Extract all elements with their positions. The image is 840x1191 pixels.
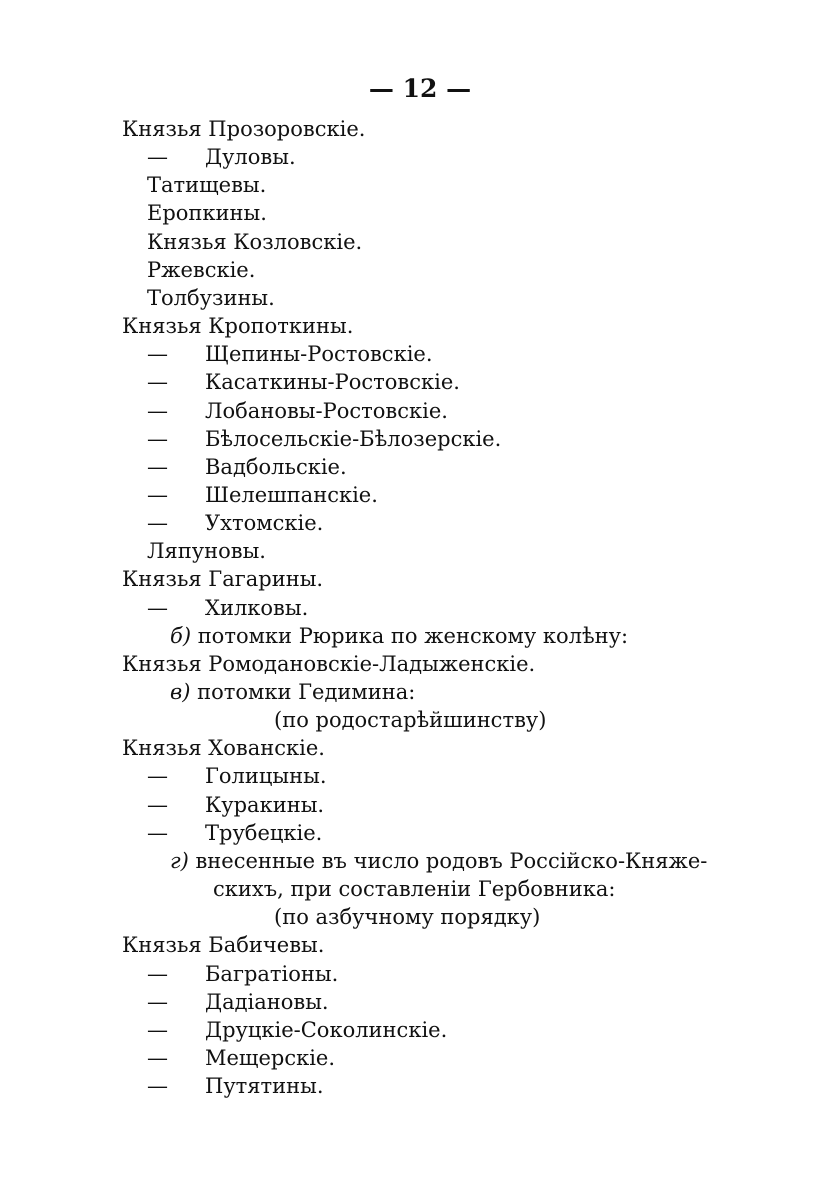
line-text: Еропкины. — [147, 201, 267, 226]
ditto-dash: — — [147, 454, 168, 479]
line-text: Мещерскіе. — [205, 1045, 336, 1070]
line-text: Шелешпанскіе. — [205, 482, 378, 507]
ditto-dash: — — [147, 820, 168, 845]
line-text: Ухтомскіе. — [205, 511, 324, 536]
text-line-plain — [147, 538, 266, 564]
line-text: Толбузины. — [147, 285, 275, 310]
line-text: Трубецкіе. — [205, 820, 323, 845]
line-text: потомки Гедимина: — [197, 680, 416, 704]
ditto-dash: — — [147, 1017, 168, 1042]
text-line-sub — [147, 426, 501, 452]
line-text: Хилковы. — [205, 595, 309, 620]
ditto-dash: — — [147, 511, 168, 536]
ditto-dash: — — [147, 764, 168, 789]
ditto-dash: — — [147, 145, 168, 170]
text-line-sub — [147, 482, 378, 508]
text-line-main — [122, 116, 365, 142]
text-line-sub — [147, 1017, 447, 1043]
line-text: Путятины. — [205, 1074, 324, 1099]
text-line-sub — [147, 792, 324, 818]
text-line-sub — [147, 961, 338, 987]
ditto-dash: — — [147, 342, 168, 367]
line-text: Вадбольскіе. — [205, 454, 347, 479]
line-text: Князья Бабичевы. — [122, 933, 325, 958]
text-line-plain — [147, 257, 255, 283]
text-line-note — [274, 904, 540, 930]
ditto-dash: — — [147, 961, 168, 986]
text-line-sub — [147, 1045, 335, 1071]
text-line-note — [274, 707, 546, 733]
ditto-dash: — — [147, 1074, 168, 1099]
ditto-dash: — — [147, 398, 168, 423]
line-text: (по родостарѣйшинству) — [274, 708, 547, 733]
text-line-sub — [147, 1073, 324, 1099]
line-text: Друцкіе-Соколинскіе. — [205, 1017, 448, 1042]
text-line-main — [122, 651, 535, 677]
line-text: Князья Ромодановскіе-Ладыженскіе. — [122, 651, 536, 676]
line-text: Щепины-Ростовскіе. — [205, 342, 433, 367]
text-line-sub — [147, 595, 308, 621]
text-line-sub — [147, 454, 347, 480]
ditto-dash: — — [147, 482, 168, 507]
ditto-dash: — — [147, 989, 168, 1014]
line-text: (по азбучному порядку) — [274, 905, 541, 930]
text-line-sub — [147, 820, 322, 846]
line-text: Татищевы. — [147, 173, 267, 198]
text-line-plain — [147, 285, 275, 311]
text-line-main — [122, 566, 323, 592]
line-text: Багратіоны. — [205, 961, 339, 986]
line-text: Голицыны. — [205, 764, 327, 789]
line-text: Дадіановы. — [205, 989, 329, 1014]
line-text: Князья Прозоровскіе. — [122, 117, 366, 141]
line-text: Бѣлосельскіе-Бѣлозерскіе. — [205, 426, 502, 451]
text-line-sub — [147, 763, 327, 789]
ditto-dash: — — [147, 370, 168, 395]
line-text: внесенные въ число родовъ Россійско-Княже- — [195, 848, 708, 873]
line-text: Ляпуновы. — [147, 539, 266, 564]
text-line-sub — [147, 144, 296, 170]
text-line-cont — [213, 876, 615, 902]
line-text: Князья Козловскіе. — [147, 229, 363, 254]
text-line-section — [170, 623, 628, 649]
line-text: Дуловы. — [205, 145, 296, 170]
text-line-plain — [147, 172, 266, 198]
text-line-sub — [147, 398, 448, 424]
text-line-section — [170, 679, 415, 705]
text-line-main — [122, 932, 324, 958]
text-line-section — [170, 848, 707, 874]
text-line-plain — [147, 229, 362, 255]
section-letter: г) — [170, 848, 196, 873]
section-letter: в) — [170, 680, 198, 704]
text-line-sub — [147, 989, 329, 1015]
line-text: Князья Кропоткины. — [122, 314, 354, 339]
text-line-sub — [147, 510, 323, 536]
line-text: Касаткины-Ростовскіе. — [205, 370, 460, 395]
section-letter: б) — [170, 623, 198, 648]
line-text: Ржевскіе. — [147, 257, 256, 282]
line-text: Князья Гагарины. — [122, 567, 324, 592]
line-text: Лобановы-Ростовскіе. — [205, 398, 448, 423]
text-line-plain — [147, 200, 267, 226]
line-text: скихъ, при составленіи Гербовника: — [213, 877, 616, 902]
page-number: — 12 — — [368, 74, 472, 103]
text-line-main — [122, 313, 353, 339]
ditto-dash: — — [147, 595, 168, 620]
ditto-dash: — — [147, 426, 168, 451]
text-line-sub — [147, 341, 433, 367]
ditto-dash: — — [147, 792, 168, 817]
text-line-main — [122, 735, 325, 761]
line-text: Куракины. — [205, 792, 325, 817]
line-text: Князья Хованскіе. — [122, 736, 325, 761]
line-text: потомки Рюрика по женскому колѣну: — [197, 623, 629, 648]
text-line-sub — [147, 369, 460, 395]
ditto-dash: — — [147, 1045, 168, 1070]
